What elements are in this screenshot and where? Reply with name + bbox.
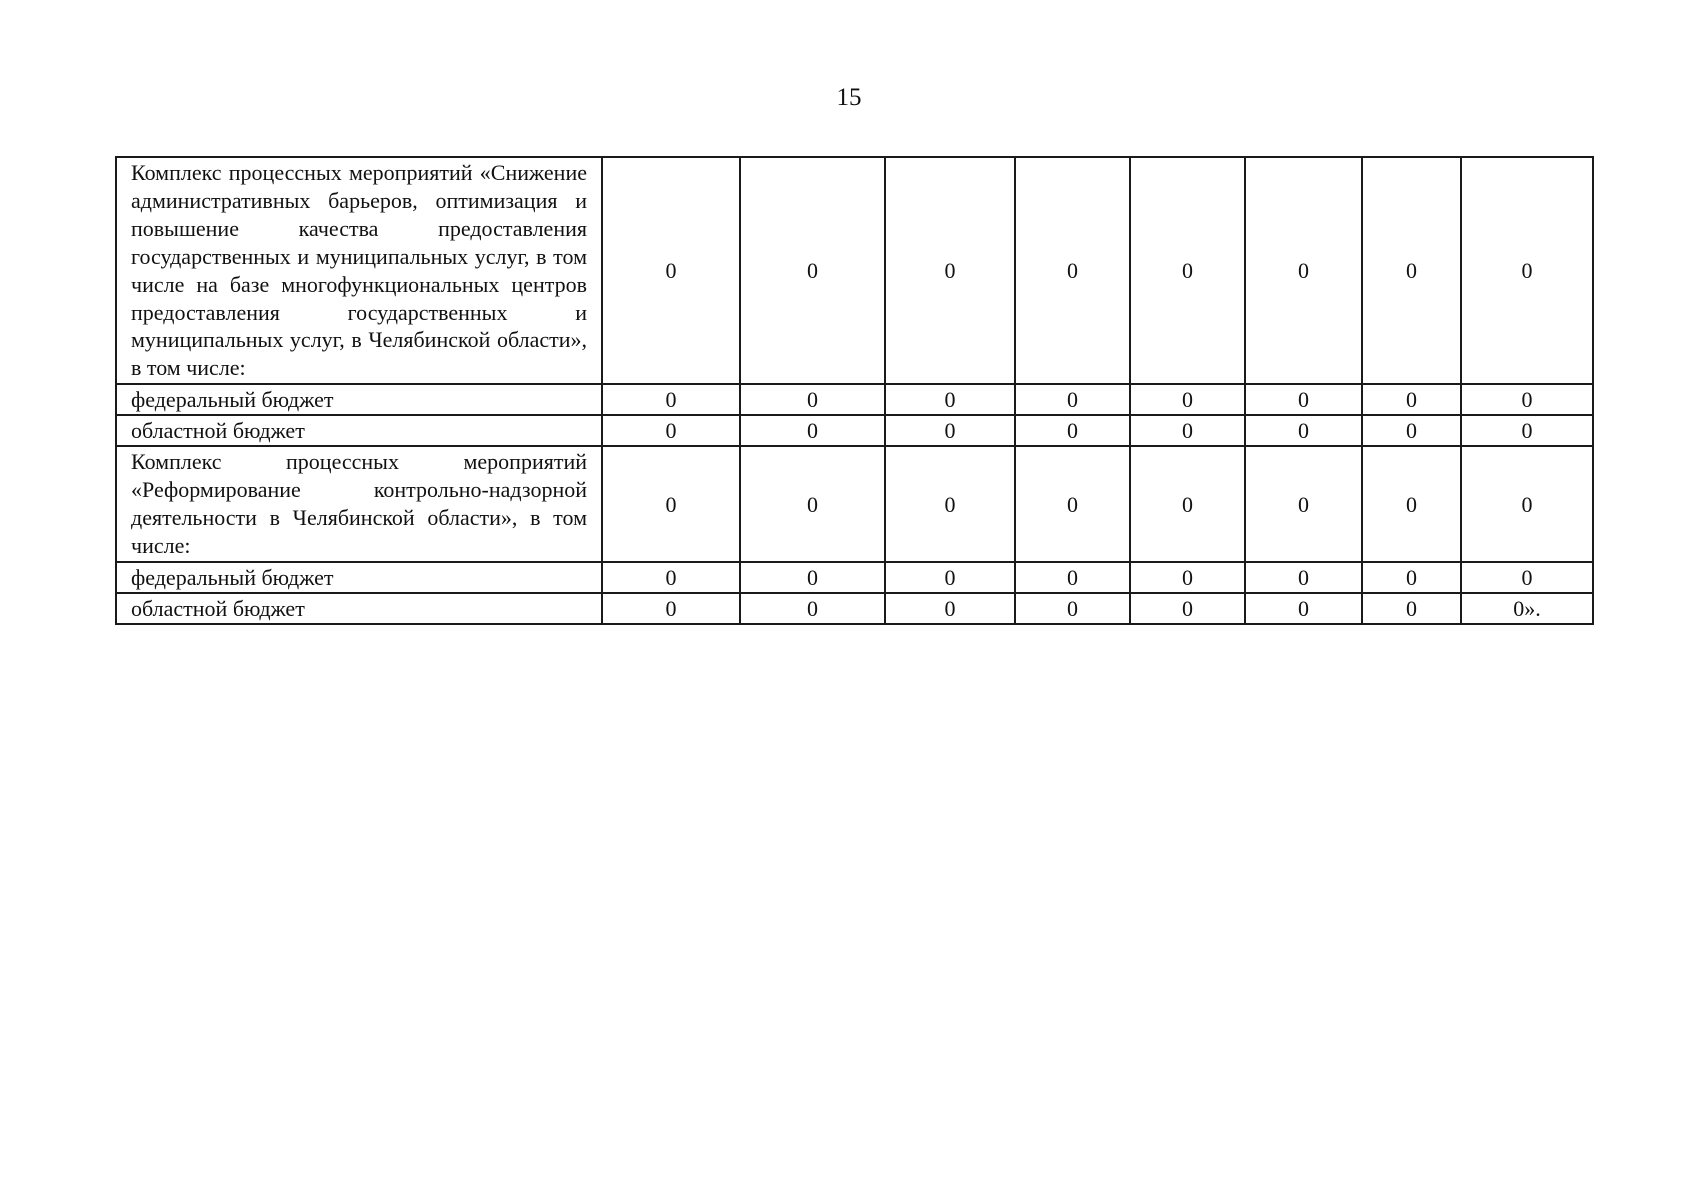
row-label: федеральный бюджет [116,562,602,593]
value-cell: 0 [1015,157,1130,384]
value-cell: 0 [740,415,885,446]
value-cell: 0 [1362,446,1461,562]
value-cell: 0 [885,446,1015,562]
value-cell: 0 [1461,384,1593,415]
value-cell: 0 [1461,157,1593,384]
value-cell: 0 [1130,157,1245,384]
value-cell: 0 [1130,415,1245,446]
value-cell: 0 [1015,384,1130,415]
value-cell: 0 [1362,562,1461,593]
value-cell: 0». [1461,593,1593,624]
value-cell: 0 [602,415,740,446]
value-cell: 0 [1245,415,1362,446]
value-cell: 0 [885,157,1015,384]
value-cell: 0 [602,593,740,624]
value-cell: 0 [1245,157,1362,384]
value-cell: 0 [740,446,885,562]
value-cell: 0 [1362,384,1461,415]
value-cell: 0 [1015,562,1130,593]
value-cell: 0 [1015,415,1130,446]
value-cell: 0 [602,384,740,415]
value-cell: 0 [1245,384,1362,415]
value-cell: 0 [1461,415,1593,446]
value-cell: 0 [885,384,1015,415]
value-cell: 0 [1130,384,1245,415]
table-row [116,415,1593,446]
row-label: Комплекс процессных мероприятий «Реформирование контрольно-надзорной деятельности в Челябинской области», в том числе: [116,446,602,562]
table-row [116,593,1593,624]
page-number: 15 [836,84,862,111]
row-label: Комплекс процессных мероприятий «Снижение административных барьеров, оптимизация и повышение качества предоставления государственных и муниципальных услуг, в том числе на базе многофункциональных центров предоставления государственных и муниципальных услуг, в Челябинской области», в том числе: [116,157,602,384]
value-cell: 0 [1362,415,1461,446]
value-cell: 0 [885,562,1015,593]
value-cell: 0 [1362,157,1461,384]
table-row [116,446,1593,562]
value-cell: 0 [1245,562,1362,593]
value-cell: 0 [740,384,885,415]
row-label: областной бюджет [116,415,602,446]
value-cell: 0 [1461,446,1593,562]
value-cell: 0 [885,415,1015,446]
value-cell: 0 [740,157,885,384]
value-cell: 0 [1015,593,1130,624]
value-cell: 0 [1015,446,1130,562]
value-cell: 0 [1245,446,1362,562]
row-label: федеральный бюджет [116,384,602,415]
value-cell: 0 [1362,593,1461,624]
table-row [116,384,1593,415]
value-cell: 0 [1245,593,1362,624]
budget-table [115,156,1594,625]
value-cell: 0 [1130,446,1245,562]
value-cell: 0 [602,562,740,593]
table-row [116,157,1593,384]
row-label: областной бюджет [116,593,602,624]
value-cell: 0 [885,593,1015,624]
value-cell: 0 [602,446,740,562]
value-cell: 0 [740,562,885,593]
value-cell: 0 [1461,562,1593,593]
value-cell: 0 [1130,593,1245,624]
value-cell: 0 [740,593,885,624]
value-cell: 0 [1130,562,1245,593]
value-cell: 0 [602,157,740,384]
table-row [116,562,1593,593]
